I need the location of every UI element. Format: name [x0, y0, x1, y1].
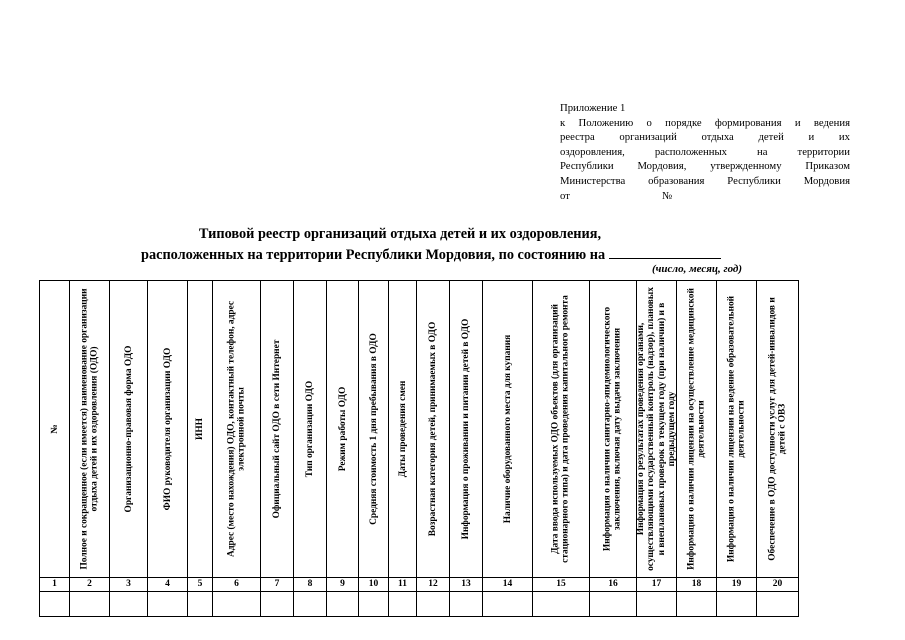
column-header-text: Организационно-правовая форма ОДО: [123, 345, 134, 513]
title-line-1: Типовой реестр организаций отдыха детей и их оздоровления,: [198, 226, 602, 242]
column-header-text: №: [49, 424, 60, 434]
empty-data-row: [40, 592, 799, 617]
page-title: [100, 224, 760, 266]
column-header-text: Дата ввода используемых ОДО объектов (для организаций стационарного типа) и дата проведения капитального ремонта: [550, 295, 571, 563]
empty-cell[interactable]: [637, 592, 677, 617]
column-header-cell: [717, 281, 757, 578]
column-number-cell: 10: [359, 578, 389, 592]
column-header-text: Официальный сайт ОДО в сети Интернет: [271, 339, 282, 519]
column-number-cell: 7: [261, 578, 294, 592]
appendix-block: [560, 101, 850, 203]
column-header-text: Адрес (место нахождения) ОДО, контактный телефон, адрес электронной почты: [226, 300, 247, 558]
empty-cell[interactable]: [148, 592, 188, 617]
column-header-cell: [359, 281, 389, 578]
column-header-cell: [188, 281, 213, 578]
column-header-text: Информация о результатах проведения органами, осуществляющими государственный контроль (надзор), плановых и внеплановых проверок в текущем году (при наличии) и в предыдущем году: [635, 287, 677, 571]
column-number-cell: 12: [417, 578, 450, 592]
empty-cell[interactable]: [294, 592, 327, 617]
column-header-cell: [70, 281, 110, 578]
column-number-cell: 20: [757, 578, 799, 592]
column-header-text: ИНН: [194, 418, 205, 440]
appendix-line: Республики Мордовия, утвержденному Приказом: [560, 160, 850, 173]
column-header-text: ФИО руководителя организации ОДО: [162, 347, 173, 511]
registry-table: [39, 280, 799, 617]
column-header-text: Информация о наличии санитарно-эпидемиологического заключения, включая дату выдачи заключения: [602, 306, 623, 552]
empty-cell[interactable]: [261, 592, 294, 617]
column-number-cell: 18: [677, 578, 717, 592]
column-header-cell: [757, 281, 799, 578]
column-header-cell: [637, 281, 677, 578]
appendix-date-line: [560, 189, 850, 204]
column-number-cell: 6: [213, 578, 261, 592]
appendix-number-label: №: [661, 189, 673, 202]
column-header-cell: [450, 281, 483, 578]
empty-cell[interactable]: [677, 592, 717, 617]
empty-cell[interactable]: [389, 592, 417, 617]
column-number-row: [40, 578, 799, 592]
empty-cell[interactable]: [359, 592, 389, 617]
column-header-text: Информация о наличии лицензии на ведение образовательной деятельности: [726, 295, 747, 563]
column-number-cell: 17: [637, 578, 677, 592]
column-header-text: Обеспечение в ОДО доступности услуг для детей-инвалидов и детей с ОВЗ: [767, 297, 788, 561]
column-header-text: Режим работы ОДО: [337, 386, 348, 472]
column-header-text: Возрастная категория детей, принимаемых в ОДО: [427, 321, 438, 537]
title-line-2-text: расположенных на территории Республики Мордовия, по состоянию на: [141, 247, 606, 263]
column-number-cell: 11: [389, 578, 417, 592]
column-header-text: Информация о проживании и питании детей в ОДО: [460, 318, 471, 540]
empty-cell[interactable]: [417, 592, 450, 617]
column-header-cell: [213, 281, 261, 578]
column-header-cell: [261, 281, 294, 578]
empty-cell[interactable]: [70, 592, 110, 617]
column-number-cell: 13: [450, 578, 483, 592]
empty-cell[interactable]: [213, 592, 261, 617]
column-number-cell: 3: [110, 578, 148, 592]
column-header-cell: [389, 281, 417, 578]
appendix-line: Приложение 1: [560, 102, 626, 114]
appendix-line: Министерства образования Республики Мордовия: [560, 174, 850, 187]
appendix-line: оздоровления, расположенных на территории: [560, 145, 850, 158]
column-number-cell: 5: [188, 578, 213, 592]
empty-cell[interactable]: [327, 592, 359, 617]
column-header-text: Полное и сокращенное (если имеется) наименование организации отдыха детей и их оздоровления (ОДО): [79, 288, 100, 570]
header-row: [40, 281, 799, 578]
empty-cell[interactable]: [188, 592, 213, 617]
column-header-cell: [533, 281, 590, 578]
column-header-text: Даты проведения смен: [397, 380, 408, 478]
column-header-cell: [110, 281, 148, 578]
empty-cell[interactable]: [40, 592, 70, 617]
column-number-cell: 15: [533, 578, 590, 592]
column-number-cell: 8: [294, 578, 327, 592]
column-header-text: Средняя стоимость 1 дня пребывания в ОДО: [368, 333, 379, 525]
column-number-cell: 19: [717, 578, 757, 592]
column-header-cell: [294, 281, 327, 578]
column-number-cell: 1: [40, 578, 70, 592]
date-blank-line: [609, 245, 721, 259]
column-header-cell: [677, 281, 717, 578]
column-number-cell: 16: [590, 578, 637, 592]
empty-cell[interactable]: [717, 592, 757, 617]
column-header-cell: [327, 281, 359, 578]
appendix-line: реестра организаций отдыха детей и их: [560, 131, 850, 144]
empty-cell[interactable]: [533, 592, 590, 617]
column-header-cell: [417, 281, 450, 578]
empty-cell[interactable]: [450, 592, 483, 617]
column-number-cell: 9: [327, 578, 359, 592]
date-caption: (число, месяц, год): [652, 263, 743, 275]
column-header-text: Наличие оборудованного места для купания: [502, 334, 513, 524]
empty-cell[interactable]: [483, 592, 533, 617]
empty-cell[interactable]: [110, 592, 148, 617]
column-number-cell: 14: [483, 578, 533, 592]
appendix-from-label: от: [560, 189, 570, 202]
empty-cell[interactable]: [757, 592, 799, 617]
column-header-cell: [590, 281, 637, 578]
column-header-cell: [483, 281, 533, 578]
column-header-text: Тип организации ОДО: [304, 380, 315, 478]
appendix-line: к Положению о порядке формирования и ведения: [560, 116, 850, 129]
column-number-cell: 2: [70, 578, 110, 592]
column-header-cell: [148, 281, 188, 578]
column-header-cell: [40, 281, 70, 578]
empty-cell[interactable]: [590, 592, 637, 617]
column-number-cell: 4: [148, 578, 188, 592]
column-header-text: Информация о наличии лицензии на осуществление медицинской деятельности: [686, 288, 707, 570]
